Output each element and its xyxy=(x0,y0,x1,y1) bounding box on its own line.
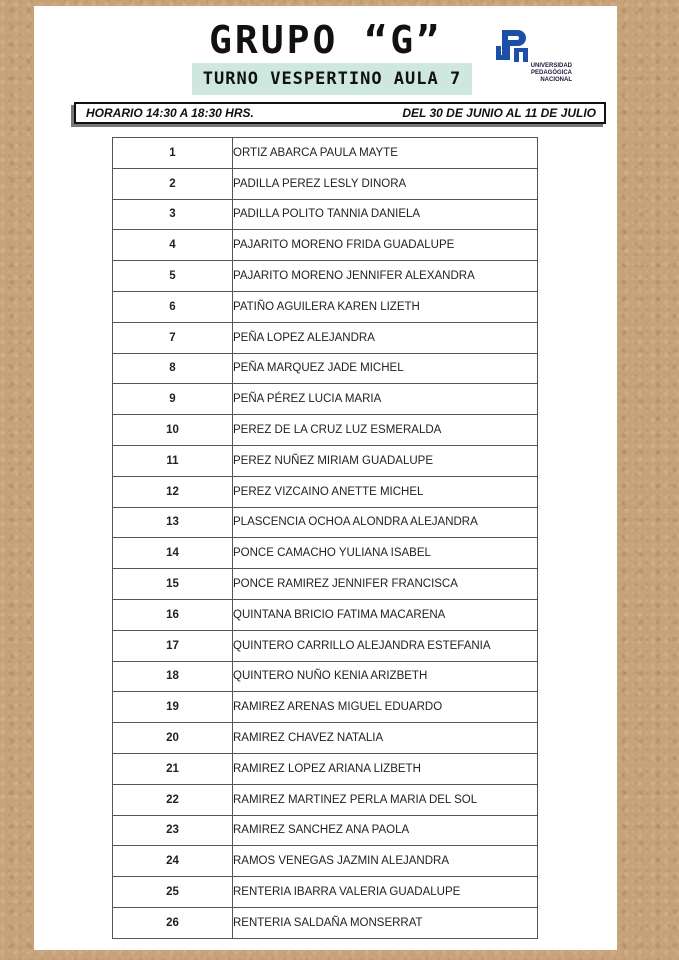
table-row xyxy=(113,907,538,938)
logo-line-3: NACIONAL xyxy=(540,77,572,83)
table-row xyxy=(113,569,538,600)
row-number: 4 xyxy=(113,230,233,261)
row-number: 5 xyxy=(113,261,233,292)
row-number: 18 xyxy=(113,661,233,692)
student-name: RAMOS VENEGAS JAZMIN ALEJANDRA xyxy=(233,846,538,877)
row-number: 10 xyxy=(113,415,233,446)
student-name: PEÑA LOPEZ ALEJANDRA xyxy=(233,322,538,353)
student-name: RAMIREZ LOPEZ ARIANA LIZBETH xyxy=(233,753,538,784)
student-name: RENTERIA SALDAÑA MONSERRAT xyxy=(233,907,538,938)
table-row xyxy=(113,784,538,815)
row-number: 7 xyxy=(113,322,233,353)
schedule-hours: HORARIO 14:30 A 18:30 HRS. xyxy=(86,106,254,120)
row-number: 24 xyxy=(113,846,233,877)
table-row xyxy=(113,753,538,784)
document-sheet xyxy=(34,6,617,950)
table-row xyxy=(113,846,538,877)
student-name: PAJARITO MORENO FRIDA GUADALUPE xyxy=(233,230,538,261)
table-row xyxy=(113,199,538,230)
table-row xyxy=(113,692,538,723)
student-name: PONCE CAMACHO YULIANA ISABEL xyxy=(233,538,538,569)
table-row xyxy=(113,599,538,630)
table-row xyxy=(113,445,538,476)
student-name: QUINTERO NUÑO KENIA ARIZBETH xyxy=(233,661,538,692)
row-number: 11 xyxy=(113,445,233,476)
table-row xyxy=(113,877,538,908)
student-name: PEREZ DE LA CRUZ LUZ ESMERALDA xyxy=(233,415,538,446)
logo-line-2: PEDAGÓGICA xyxy=(530,70,572,76)
table-row xyxy=(113,291,538,322)
page-subtitle: TURNO VESPERTINO AULA 7 xyxy=(202,69,462,89)
table-row xyxy=(113,261,538,292)
table-row xyxy=(113,168,538,199)
row-number: 9 xyxy=(113,384,233,415)
student-name: ORTIZ ABARCA PAULA MAYTE xyxy=(233,138,538,169)
row-number: 23 xyxy=(113,815,233,846)
table-row xyxy=(113,476,538,507)
logo-caption xyxy=(512,63,572,84)
row-number: 2 xyxy=(113,168,233,199)
student-name: PONCE RAMIREZ JENNIFER FRANCISCA xyxy=(233,569,538,600)
table-row xyxy=(113,507,538,538)
table-row xyxy=(113,630,538,661)
row-number: 22 xyxy=(113,784,233,815)
table-row xyxy=(113,815,538,846)
schedule-bar xyxy=(74,102,606,124)
row-number: 15 xyxy=(113,569,233,600)
table-row xyxy=(113,661,538,692)
table-row xyxy=(113,384,538,415)
table-row xyxy=(113,538,538,569)
row-number: 25 xyxy=(113,877,233,908)
student-name: PAJARITO MORENO JENNIFER ALEXANDRA xyxy=(233,261,538,292)
student-name: QUINTANA BRICIO FATIMA MACARENA xyxy=(233,599,538,630)
table-row xyxy=(113,322,538,353)
schedule-dates: DEL 30 DE JUNIO AL 11 DE JULIO xyxy=(402,106,596,120)
student-name: RAMIREZ MARTINEZ PERLA MARIA DEL SOL xyxy=(233,784,538,815)
student-name: PADILLA PEREZ LESLY DINORA xyxy=(233,168,538,199)
row-number: 16 xyxy=(113,599,233,630)
student-name: PLASCENCIA OCHOA ALONDRA ALEJANDRA xyxy=(233,507,538,538)
row-number: 26 xyxy=(113,907,233,938)
student-name: PATIÑO AGUILERA KAREN LIZETH xyxy=(233,291,538,322)
logo-line-1: UNIVERSIDAD xyxy=(530,63,572,69)
upn-logo-icon xyxy=(494,26,534,66)
student-name: PADILLA POLITO TANNIA DANIELA xyxy=(233,199,538,230)
row-number: 20 xyxy=(113,723,233,754)
row-number: 13 xyxy=(113,507,233,538)
student-name: RAMIREZ SANCHEZ ANA PAOLA xyxy=(233,815,538,846)
roster-body xyxy=(113,138,538,939)
row-number: 21 xyxy=(113,753,233,784)
student-name: RENTERIA IBARRA VALERIA GUADALUPE xyxy=(233,877,538,908)
table-row xyxy=(113,723,538,754)
student-name: PEREZ VIZCAINO ANETTE MICHEL xyxy=(233,476,538,507)
row-number: 12 xyxy=(113,476,233,507)
row-number: 19 xyxy=(113,692,233,723)
row-number: 1 xyxy=(113,138,233,169)
student-name: RAMIREZ CHAVEZ NATALIA xyxy=(233,723,538,754)
subtitle-banner xyxy=(192,63,472,95)
student-name: PEREZ NUÑEZ MIRIAM GUADALUPE xyxy=(233,445,538,476)
student-name: PEÑA PÉREZ LUCIA MARIA xyxy=(233,384,538,415)
student-name: PEÑA MARQUEZ JADE MICHEL xyxy=(233,353,538,384)
table-row xyxy=(113,138,538,169)
student-name: QUINTERO CARRILLO ALEJANDRA ESTEFANIA xyxy=(233,630,538,661)
table-row xyxy=(113,230,538,261)
table-row xyxy=(113,353,538,384)
page-title: GRUPO “G” xyxy=(209,18,442,62)
row-number: 17 xyxy=(113,630,233,661)
row-number: 14 xyxy=(113,538,233,569)
student-roster-table xyxy=(112,137,538,939)
student-name: RAMIREZ ARENAS MIGUEL EDUARDO xyxy=(233,692,538,723)
upn-logo xyxy=(494,26,572,96)
row-number: 3 xyxy=(113,199,233,230)
table-row xyxy=(113,415,538,446)
row-number: 6 xyxy=(113,291,233,322)
row-number: 8 xyxy=(113,353,233,384)
